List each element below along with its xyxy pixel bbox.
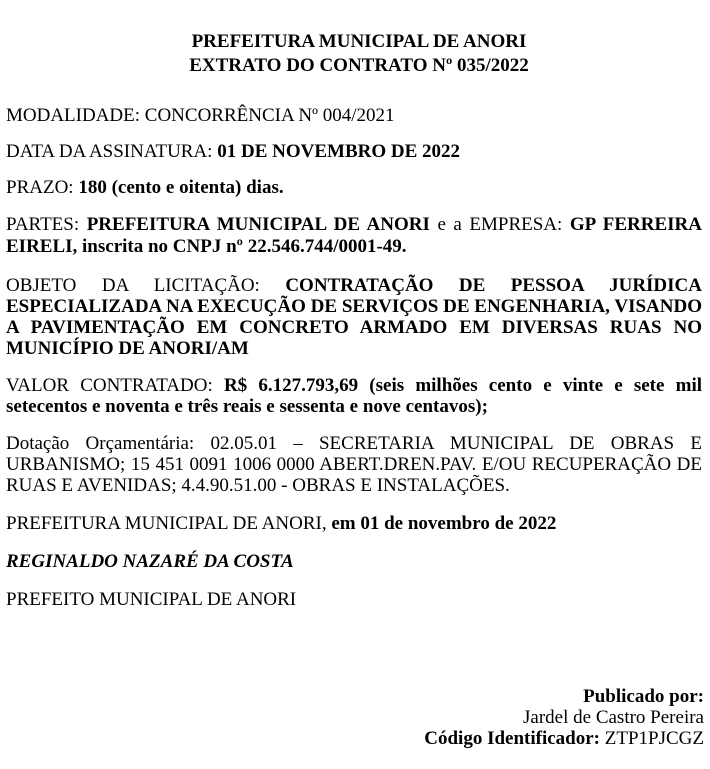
- publication-code: ZTP1PJCGZ: [604, 728, 704, 749]
- publication-label: Publicado por:: [583, 686, 704, 707]
- prazo-label: PRAZO:: [6, 177, 79, 198]
- valor-value: R$ 6.127.793,69 (seis milhões cento e vinte e sete mil setecentos e noventa e três reais e sessenta e nove centavos);: [6, 375, 702, 417]
- publication-author: Jardel de Castro Pereira: [523, 707, 704, 728]
- document-header: [6, 30, 702, 78]
- header-title: PREFEITURA MUNICIPAL DE ANORI: [191, 31, 527, 52]
- data-text: em 01 de novembro de 2022: [331, 513, 557, 534]
- dotacao-text: Dotação Orçamentária: 02.05.01 – SECRETARIA MUNICIPAL DE OBRAS E URBANISMO; 15 451 0091 1006 0000 ABERT.DREN.PAV. E/OU RECUPERAÇÃO DE RUAS E AVENIDAS; 4.4.90.51.00 - OBRAS E INSTALAÇÕES.: [6, 433, 702, 496]
- data-assinatura-value: 01 DE NOVEMBRO DE 2022: [217, 141, 461, 162]
- data-assinatura-paragraph: [6, 141, 702, 163]
- modalidade-paragraph: [6, 105, 702, 127]
- publication-code-label: Código Identificador:: [424, 728, 605, 749]
- partes-connector: e a EMPRESA:: [429, 214, 570, 235]
- signatory-title-paragraph: [6, 589, 702, 611]
- local-data-paragraph: [6, 513, 702, 535]
- publication-block: [424, 686, 704, 749]
- partes-label: PARTES:: [6, 214, 87, 235]
- objeto-value: CONTRATAÇÃO DE PESSOA JURÍDICA ESPECIALIZADA NA EXECUÇÃO DE SERVIÇOS DE ENGENHARIA, VISANDO A PAVIMENTAÇÃO EM CONCRETO ARMADO EM DIVERSAS RUAS NO MUNICÍPIO DE ANORI/AM: [6, 275, 702, 359]
- partes-contratante: PREFEITURA MUNICIPAL DE ANORI: [86, 214, 430, 235]
- data-assinatura-label: DATA DA ASSINATURA:: [6, 141, 218, 162]
- prazo-paragraph: [6, 177, 702, 199]
- partes-contratada: GP FERREIRA EIRELI, inscrita no CNPJ nº 22.546.744/0001-49.: [6, 214, 702, 257]
- objeto-label: OBJETO DA LICITAÇÃO:: [6, 275, 286, 296]
- valor-paragraph: [6, 375, 702, 417]
- prazo-value: 180 (cento e oitenta) dias.: [78, 177, 284, 198]
- header-subtitle: EXTRATO DO CONTRATO Nº 035/2022: [189, 55, 529, 76]
- modalidade-text: MODALIDADE: CONCORRÊNCIA Nº 004/2021: [6, 105, 395, 126]
- publication-code-line: [424, 728, 704, 749]
- valor-label: VALOR CONTRATADO:: [6, 375, 224, 396]
- local-text: PREFEITURA MUNICIPAL DE ANORI,: [6, 513, 332, 534]
- signatory-name-paragraph: [6, 551, 702, 573]
- signatory-title: PREFEITO MUNICIPAL DE ANORI: [6, 589, 297, 610]
- signatory-name: REGINALDO NAZARÉ DA COSTA: [6, 551, 294, 572]
- dotacao-paragraph: [6, 433, 702, 496]
- partes-paragraph: [6, 214, 702, 258]
- objeto-paragraph: [6, 275, 702, 359]
